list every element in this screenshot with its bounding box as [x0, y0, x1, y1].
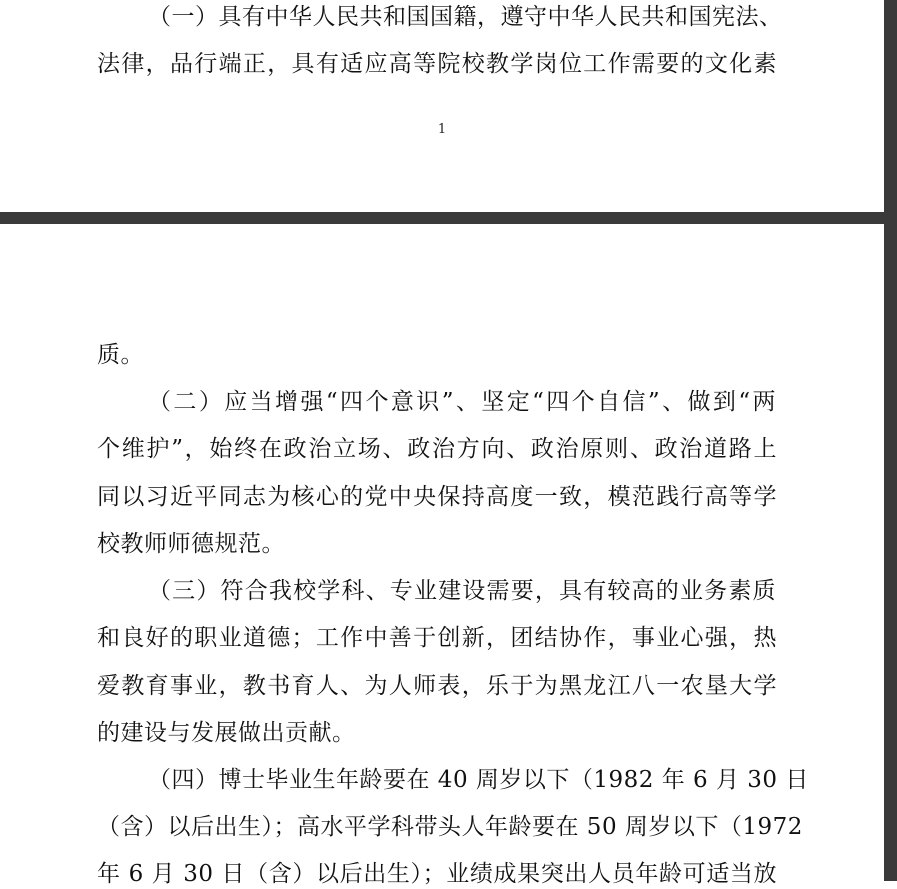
- page-number: 1: [437, 122, 447, 137]
- paragraph-line: 个维护”，始终在政治立场、政治方向、政治原则、政治道路上: [97, 436, 777, 462]
- viewer-gutter: [884, 0, 897, 881]
- paragraph-line: 质。: [97, 342, 144, 368]
- page-separator: [0, 212, 897, 224]
- paragraph-line: 爱教育事业，教书育人、为人师表，乐于为黑龙江八一农垦大学: [97, 673, 777, 699]
- paragraph-line: （三）符合我校学科、专业建设需要，具有较高的业务素质: [148, 578, 776, 604]
- paragraph-line: 同以习近平同志为核心的党中央保持高度一致，模范践行高等学: [97, 484, 777, 510]
- paragraph-line: （二）应当增强“四个意识”、坚定“四个自信”、做到“两: [148, 389, 776, 415]
- paragraph-line: 校教师师德规范。: [97, 531, 285, 557]
- paragraph-line: （一）具有中华人民共和国国籍，遵守中华人民共和国宪法、: [148, 4, 783, 30]
- document-page-2: [0, 224, 884, 887]
- paragraph-line: （含）以后出生）；高水平学科带头人年龄要在 50 周岁以下（1972: [97, 814, 803, 840]
- document-page-1: [0, 0, 884, 212]
- paragraph-line: 年 6 月 30 日（含）以后出生）；业绩成果突出人员年龄可适当放: [97, 861, 777, 887]
- paragraph-line: 和良好的职业道德；工作中善于创新，团结协作，事业心强，热: [97, 625, 777, 651]
- paragraph-line: 法律，品行端正，具有适应高等院校教学岗位工作需要的文化素: [97, 51, 777, 77]
- paragraph-line: 的建设与发展做出贡献。: [97, 720, 356, 746]
- paragraph-line: （四）博士毕业生年龄要在 40 周岁以下（1982 年 6 月 30 日: [148, 767, 809, 793]
